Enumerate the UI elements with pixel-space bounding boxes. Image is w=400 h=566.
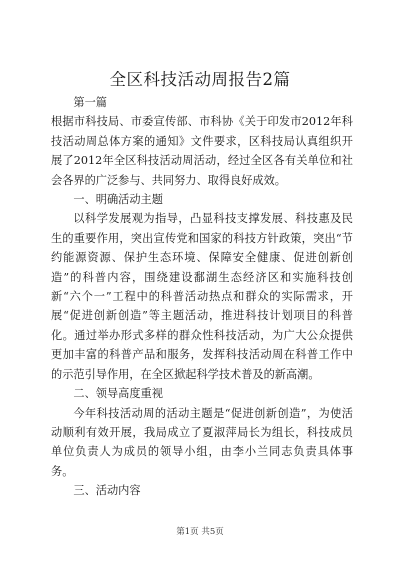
section-heading-theme: 一、明确活动主题 bbox=[73, 193, 163, 207]
section-heading-content: 三、活动内容 bbox=[73, 484, 141, 498]
paragraph-leadership: 今年科技活动周的活动主题是“促进创新创造”，为使活动顺利有效开展，我局成立了夏淑萍局长为组长，科技成员单位负责人为成员的领导小组，由李小兰同志负责具体事务。 bbox=[51, 406, 353, 478]
section-heading-leadership: 二、领导高度重视 bbox=[73, 387, 163, 401]
document-body bbox=[51, 93, 353, 501]
paragraph-theme: 以科学发展观为指导，凸显科技支撑发展、科技惠及民生的重要作用，突出宣传党和国家的科技方针政策，突出“节约能源资源、保护生态环境、保障安全健康、促进创新创造”的科普内容，围绕建设鄱湖生态经济区和实施科技创新“六个一”工程中的科普活动热点和群众的实际需求，开展“促进创新创造”等主题活动，推进科技计划项目的科普化。通过举办形式多样的群众性科技活动，为广大公众提供更加丰富的科普产品和服务，发挥科技活动周在科普工作中的示范引导作用，在全区掀起科学技术普及的新高潮。 bbox=[51, 212, 353, 381]
page-footer: 第1页 共5页 bbox=[176, 527, 224, 537]
section-heading-part-one: 第一篇 bbox=[73, 96, 107, 109]
document-title: 全区科技活动周报告2篇 bbox=[109, 70, 291, 89]
paragraph-intro: 根据市科技局、市委宣传部、市科协《关于印发市2012年科技活动周总体方案的通知》文件要求，区科技局认真组织开展了2012年全区科技活动周活动，经过全区各有关单位和社会各界的广泛参与、共同努力、取得良好成效。 bbox=[51, 115, 353, 187]
